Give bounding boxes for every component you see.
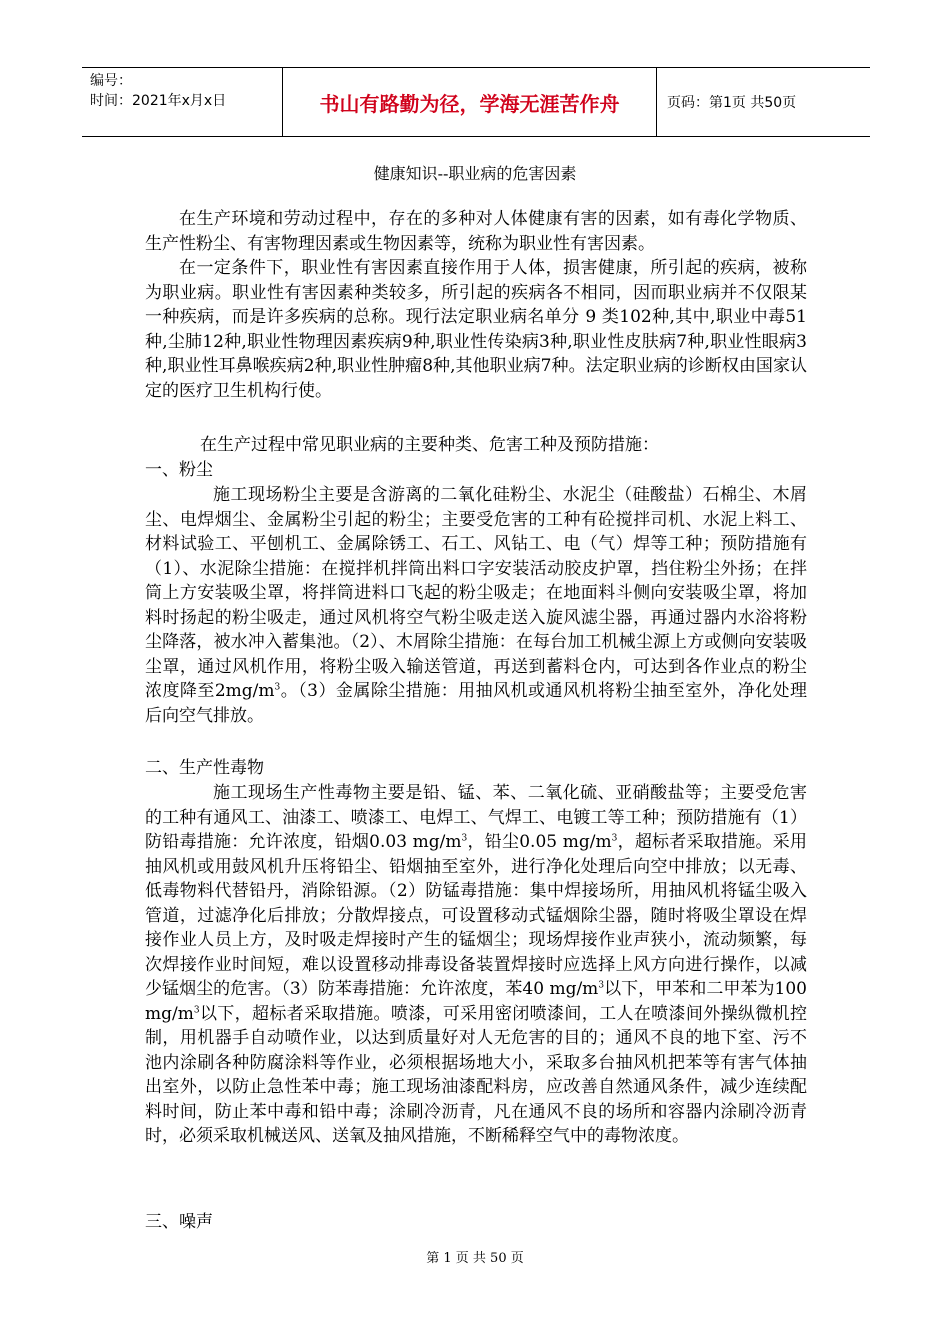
toxic-sup-2: 3 [611, 833, 618, 844]
toxic-text-1: 施工现场生产性毒物主要是铅、锰、苯、二氧化硫、亚硝酸盐等；主要受危害的工种有通风工、油漆工、喷漆工、电焊工、气焊工、电镀工等工种；预防措施有（1）防铅毒措施：允许浓度，铅烟0.03 mg/m [145, 783, 807, 852]
section-heading-noise: 三、噪声 [145, 1212, 213, 1232]
intro-paragraph-1: 在生产环境和劳动过程中，存在的多种对人体健康有害的因素，如有毒化学物质、生产性粉尘、有害物理因素或生物因素等，统称为职业性有害因素。 [145, 209, 807, 254]
intro-paragraph-2: 在一定条件下，职业性有害因素直接作用于人体，损害健康，所引起的疾病，被称为职业病。职业性有害因素种类较多，所引起的疾病各不相同，因而职业病并不仅限某一种疾病，而是许多疾病的总称。现行法定职业病名单分 9 类102种,其中,职业中毒51种,尘肺12种,职业性物理因素疾病9种,职业性传染病3种,职业性皮肤病7种,职业性眼病3种,职业性耳鼻喉疾病2种,职业性肿瘤8种,其他职业病7种。法定职业病的诊断权由国家认定的医疗卫生机构行使。 [145, 258, 807, 401]
section-body-toxic [145, 781, 807, 1149]
section-heading-dust: 一、粉尘 [145, 460, 213, 480]
header-motto-cell [282, 68, 657, 136]
page-footer: 第 1 页 共 50 页 [426, 1251, 524, 1266]
header-table [82, 67, 870, 137]
dust-text-a: 施工现场粉尘主要是含游离的二氧化硅粉尘、水泥尘（硅酸盐）石棉尘、木屑尘、电焊烟尘、金属粉尘引起的粉尘；主要受危害的工种有砼搅拌司机、水泥上料工、材料试验工、平刨机工、金属除锈工、石工、风钻工、电（气）焊等工种；预防措施有（1）、水泥除尘措施：在搅拌机拌筒出料口字安装活动胶皮护罩，挡住粉尘外扬；在拌筒上方安装吸尘罩，将拌筒进料口飞起的粉尘吸走；在地面料斗侧向安装吸尘罩，将加料时扬起的粉尘吸走，通过风机将空气粉尘吸走送入旋风滤尘器，再通过器内水浴将粉尘降落，被水冲入蓄集池。（2）、木屑除尘措施：在每台加工机械尘源上方或侧向安装吸尘罩，通过风机作用，将粉尘吸入输送管道，再送到蓄料仓内，可达到各作业点的粉尘浓度降至2mg/m [145, 485, 807, 701]
toxic-text-5: 以下，超标者采取措施。喷漆，可采用密闭喷漆间，工人在喷漆间外操纵微机控制，用机器手自动喷作业，以达到质量好对人无危害的目的；通风不良的地下室、污不池内涂刷各种防腐涂料等作业，必须根据场地大小，采取多台抽风机把苯等有害气体抽出室外，以防止急性苯中毒；施工现场油漆配料房，应改善自然通风条件，减少连续配料时间，防止苯中毒和铅中毒；涂刷冷沥青，凡在通风不良的场所和容器内涂刷冷沥青时，必须采取机械送风、送氧及抽风措施，不断稀释空气中的毒物浓度。 [145, 1003, 807, 1146]
dust-text-b: 。（3）金属除尘措施：用抽风机或通风机将粉尘抽至室外，净化处理后向空气排放。 [145, 681, 807, 726]
toxic-sup-4: 3 [193, 1004, 200, 1015]
toxic-sup-1: 3 [461, 833, 468, 844]
toxic-text-3: ，超标者采取措施。采用抽风机或用鼓风机升压将铅尘、铅烟抽至室外，进行净化处理后向空中排放；以无毒、低毒物料代替铅丹，消除铅源。（2）防锰毒措施：集中焊接场所，用抽风机将锰尘吸入管道，过滤净化后排放；分散焊接点，可设置移动式锰烟除尘器，随时将吸尘罩设在焊接作业人员上方，及时吸走焊接时产生的锰烟尘；现场焊接作业声狭小，流动频繁，每次焊接作业时间短，难以设置移动排毒设备装置焊接时应选择上风方向进行操作，以减少锰烟尘的危害。（3）防苯毒措施：允许浓度，苯40 mg/m [145, 832, 808, 999]
header-meta [82, 68, 282, 136]
lead-sentence: 在生产过程中常见职业病的主要种类、危害工种及预防措施： [200, 435, 659, 455]
header-page-info: 页码：第1页 共50页 [667, 95, 797, 111]
section-heading-toxic: 二、生产性毒物 [145, 758, 264, 778]
time-label: 时间：2021年x月x日 [90, 93, 227, 109]
dust-superscript: 3 [274, 682, 281, 693]
motto-text: 书山有路勤为径，学海无涯苦作舟 [319, 91, 620, 116]
section-body-dust [145, 483, 807, 728]
number-label: 编号： [90, 73, 132, 89]
toxic-sup-3: 3 [598, 980, 605, 991]
document-title: 健康知识--职业病的危害因素 [373, 164, 577, 183]
toxic-text-4: 以下，甲苯和二甲苯为100 mg/m [145, 979, 808, 1024]
toxic-text-2: ，铅尘0.05 mg/m [467, 832, 612, 852]
